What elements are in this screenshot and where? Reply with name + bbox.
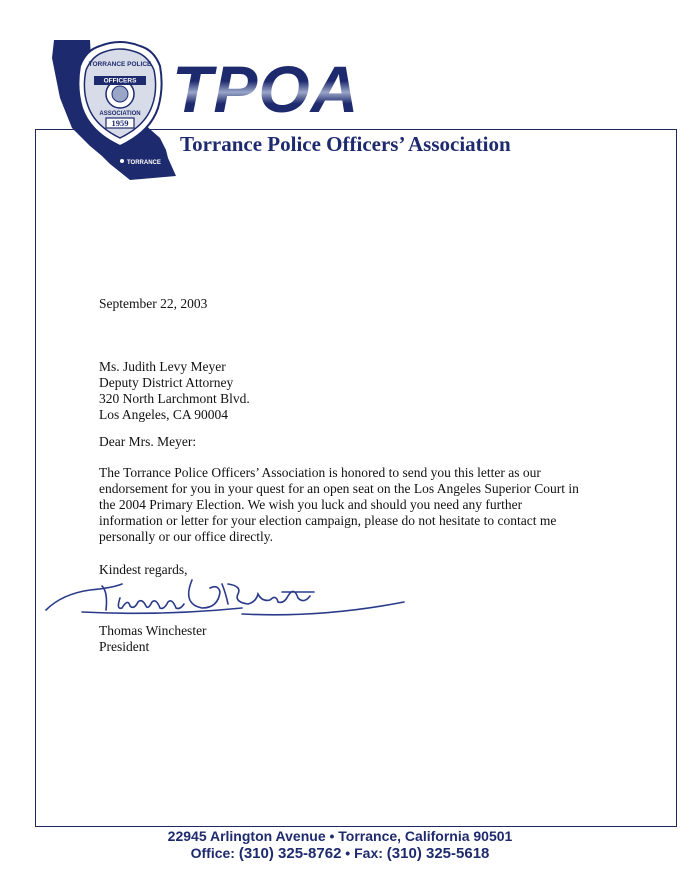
organization-name: Torrance Police Officers’ Association xyxy=(176,132,515,157)
california-badge-icon xyxy=(50,38,182,184)
recipient-city: Los Angeles, CA 90004 xyxy=(99,407,229,422)
footer-address: 22945 Arlington Avenue • Torrance, California 90501 xyxy=(167,828,513,844)
recipient-address-block xyxy=(99,359,250,423)
signer-title: President xyxy=(99,639,150,654)
body-line: personally or our office directly. xyxy=(99,529,273,544)
tpoa-logo-text: TPOA xyxy=(172,52,360,126)
badge-top-text: TORRANCE POLICE xyxy=(88,61,152,68)
body-line: information or letter for your election campaign, please do not hesitate to contact me xyxy=(99,513,557,528)
office-phone: (310) 325-8762 xyxy=(238,845,342,862)
recipient-title: Deputy District Attorney xyxy=(99,375,234,390)
body-line: the 2004 Primary Election. We wish you luck and should you need any further xyxy=(99,497,523,512)
signer-block xyxy=(99,623,207,655)
signer-name: Thomas Winchester xyxy=(99,623,207,638)
recipient-street: 320 North Larchmont Blvd. xyxy=(99,391,250,406)
map-label: TORRANCE xyxy=(127,160,161,166)
salutation: Dear Mrs. Meyer: xyxy=(99,434,197,449)
badge-bottom-text: ASSOCIATION xyxy=(99,111,141,117)
footer-phones xyxy=(0,845,680,862)
badge-banner-text: OFFICERS xyxy=(103,77,137,85)
recipient-name: Ms. Judith Levy Meyer xyxy=(99,359,226,374)
body-line: endorsement for you in your quest for an open seat on the Los Angeles Superior Court in xyxy=(99,481,579,496)
body-line: The Torrance Police Officers’ Association is honored to send you this letter as our xyxy=(99,465,541,480)
footer-separator: • xyxy=(341,845,355,861)
letter-body xyxy=(99,465,579,545)
fax-label: Fax: xyxy=(354,845,387,861)
closing: Kindest regards, xyxy=(99,562,188,577)
letter-date: September 22, 2003 xyxy=(99,296,208,311)
fax-phone: (310) 325-5618 xyxy=(386,845,490,862)
badge-year: 1959 xyxy=(111,118,129,128)
office-label: Office: xyxy=(190,845,239,861)
handwritten-signature xyxy=(42,564,412,626)
